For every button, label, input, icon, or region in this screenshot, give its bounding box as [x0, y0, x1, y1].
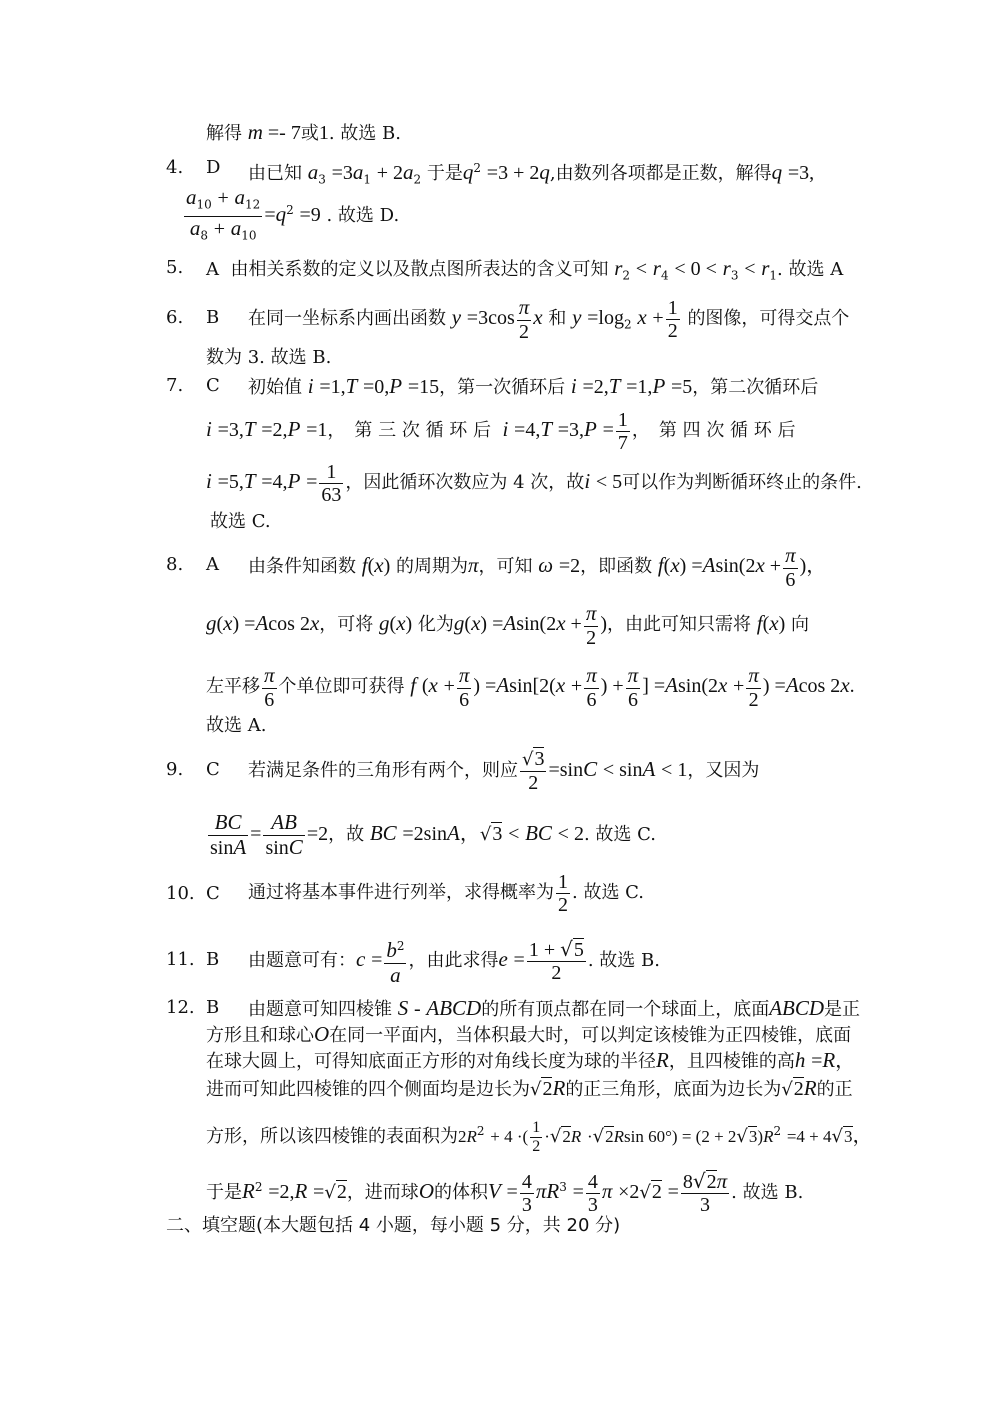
text: 由已知 — [248, 163, 302, 184]
q12-line5: 方形，所以该四棱锥的表面积为$2R^2 + 4$ ·( $\frac{1}{2}$ ·√2R ·√2Rsin $60^\circ) = (2 + 2√3)R^2 =4 + 4√3$， — [206, 1118, 873, 1155]
q12-line3: 在球大圆上，可得知底面正方形的对角线长度为球的半径R，且四棱锥的高h =R， — [206, 1048, 856, 1072]
text: 在同一平面内，当体积最大时，可以判定该棱锥为正四棱锥，底面 — [329, 1025, 852, 1046]
q11-line: 由题意可有：c = $\frac{b^2}{a}$ ，由此求得e = $\frac{1 + √5}{2}$ . 故选 B. — [248, 932, 660, 988]
text: . 故选 B. — [587, 950, 660, 971]
question-number: 4. — [166, 157, 184, 178]
q6-line1: 在同一坐标系内画出函数 y =3cos $\frac{\pi}{2}$ x 和 $y =\log_2$ x + $\frac{1}{2}$ 的图像，可得交点个 — [248, 294, 850, 343]
text: . 故选 C. — [572, 882, 645, 903]
answer-letter: D — [206, 157, 221, 178]
text: 解得 — [206, 123, 242, 144]
text: 方形，所以该四棱锥的表面积为 — [206, 1126, 458, 1147]
q7-line2: i =3,T =2,P =1， 第 三 次 循 环 后 i =4,T =3,P = $\frac{1}{7}$ ， 第 四 次 循 环 后 — [206, 408, 796, 454]
q12-line6: 于是$R^2 =2,R =√2$，进而球O的体积V = $\frac{4}{3}$ $\pi R^3$ = $\frac{4}{3}$ π ×2√2 = $\frac{8√2\pi}{3}$ . 故选 B. — [206, 1169, 804, 1216]
text: 由条件知函数 — [248, 556, 356, 577]
text: . 故选 B. — [731, 1182, 804, 1203]
answer-letter: C — [206, 375, 220, 396]
text: 由相关系数的定义以及散点图所表达的含义可知 — [230, 259, 609, 280]
q6-line2: 数为 3. 故选 B. — [206, 347, 332, 368]
answer-letter: A — [206, 259, 219, 280]
text: ，故 — [328, 824, 365, 845]
text: 的图像，可得交点个 — [687, 308, 850, 329]
text: ,由数列各项都是正数，解得 — [549, 163, 772, 184]
answer-letter: B — [206, 997, 220, 1018]
text: ， 第 四 次 循 环 后 — [631, 420, 796, 441]
q12-line1: 由题意可知四棱锥 S - ABCD的所有顶点都在同一个球面上，底面ABCD是正 — [248, 996, 861, 1020]
q10-line: 通过将基本事件进行列举，求得概率为 $\frac{1}{2}$ . 故选 C. — [248, 870, 645, 916]
text: ，又因为 — [687, 760, 760, 781]
question-number: 11. — [166, 949, 195, 970]
text: ，即函数 — [580, 556, 653, 577]
text: 由题意可有： — [248, 950, 356, 971]
text: 于是 — [206, 1182, 242, 1203]
q8-line4: 故选 A. — [206, 715, 267, 736]
answer-letter: B — [206, 949, 220, 970]
question-number: 10. — [166, 883, 195, 904]
answer-letter: A — [206, 554, 219, 575]
text: 在球大圆上，可得知底面正方形的对角线长度为球的半径 — [206, 1051, 656, 1072]
fraction: $\frac{a_{10} + a_{12}}{a_8 + a_{10}}$ — [186, 185, 261, 243]
answer-letter: C — [206, 883, 220, 904]
text: 左平移 — [206, 676, 260, 697]
text: 是正 — [824, 999, 861, 1020]
question-number: 6. — [166, 307, 184, 328]
text: 初始值 — [248, 377, 302, 398]
text: ，可知 — [478, 556, 533, 577]
q7-line3: i =5,T =4,P = $\frac{1}{63}$ ，因此循环次数应为 4 次，故i < 5可以作为判断循环终止的条件. — [206, 460, 862, 506]
text: ，第一次循环后 — [439, 377, 566, 398]
text: ，第二次循环后 — [692, 377, 819, 398]
text: 可以作为判断循环终止的条件. — [622, 472, 862, 493]
text: . 故选 D. — [326, 205, 400, 227]
text: 向 — [791, 614, 809, 635]
text: 的周期为 — [395, 556, 468, 577]
text: 的正 — [816, 1079, 853, 1100]
text: . 故选 B. — [328, 123, 401, 144]
q8-line3: 左平移 $\frac{\pi}{6}$ 个单位即可获得 f (x + $\frac{\pi}{6}$ ) =Asin[2(x + $\frac{\pi}{6}$ ) + $\frac{\pi}{6}$ ] =Asin(2x + $\frac{\pi}{2}$ ) =Acos 2x. — [206, 662, 855, 711]
text: . 故选 C. — [583, 824, 656, 845]
text: 通过将基本事件进行列举，求得概率为 — [248, 882, 554, 903]
text: 个单位即可获得 — [278, 676, 405, 697]
text: . 故选 A — [777, 259, 844, 280]
question-number: 5. — [166, 257, 184, 278]
text: 在同一坐标系内画出函数 — [248, 308, 446, 329]
text: ，因此循环次数应为 4 次，故 — [345, 472, 585, 493]
q8-line1: 由条件知函数 f(x) 的周期为π，可知 ω =2，即函数 f(x) =Asin(2x + $\frac{\pi}{6}$ )， — [248, 542, 827, 591]
text: 化为 — [417, 614, 454, 635]
text: 的正三角形，底面为边长为 — [565, 1079, 782, 1100]
q8-line2: g(x) =Acos 2x，可将 g(x) 化为g(x) =Asin(2x + $\frac{\pi}{2}$ )，由此可知只需将 f(x) 向 — [206, 600, 809, 649]
q4-line1: 由已知 $a_3 =3a_1 + 2a_2$ 于是$q^2 =3 + 2q$,由数列各项都是正数，解得q =3, — [248, 160, 815, 187]
text: 方形且和球心 — [206, 1025, 314, 1046]
line-q3-end: 解得 m =- 7或1. 故选 B. — [206, 120, 401, 144]
q9-line2: $\frac{BC}{\sin A}$ = $\frac{AB}{\sin C}$ =2，故 BC =2sinA，√3 < BC < 2. 故选 C. — [210, 810, 656, 859]
question-number: 8. — [166, 554, 184, 575]
text: 进而可知此四棱锥的四个侧面均是边长为 — [206, 1079, 530, 1100]
text: 的体积 — [433, 1182, 488, 1203]
section-heading: 二、填空题(本大题包括 4 小题，每小题 5 分，共 20 分) — [166, 1215, 621, 1236]
text: 的所有顶点都在同一个球面上，底面 — [481, 999, 770, 1020]
q7-line4: 故选 C. — [210, 511, 271, 532]
text: ，可将 — [319, 614, 374, 635]
answer-letter: B — [206, 307, 220, 328]
answer-letter: C — [206, 759, 220, 780]
q5-line: A 由相关系数的定义以及散点图所表达的含义可知 $r_2 < r_4 < 0 < r_3 < r_1$. 故选 A — [206, 256, 844, 283]
text: ，由此可知只需将 — [607, 614, 752, 635]
q7-line1: 初始值 i =1,T =0,P =15，第一次循环后 i =2,T =1,P =5，第二次循环后 — [248, 374, 819, 398]
q12-line2: 方形且和球心O在同一平面内，当体积最大时，可以判定该棱锥为正四棱锥，底面 — [206, 1022, 852, 1046]
text: 由题意可知四棱锥 — [248, 999, 392, 1020]
text: ，由此求得 — [408, 950, 499, 971]
text: ，进而球 — [346, 1182, 419, 1203]
text: 若满足条件的三角形有两个，则应 — [248, 760, 518, 781]
q9-line1: 若满足条件的三角形有两个，则应 $\frac{√3}{2}$ =sinC < sinA < 1，又因为 — [248, 748, 760, 794]
text: 或 — [300, 123, 319, 144]
text: ，且四棱锥的高 — [668, 1051, 795, 1072]
q4-line2: $\frac{a_{10} + a_{12}}{a_8 + a_{10}}$ $=q^2 =9$ . 故选 D. — [182, 186, 399, 246]
question-number: 7. — [166, 375, 184, 396]
text: 和 — [548, 308, 567, 329]
question-number: 9. — [166, 759, 184, 780]
text: ， 第 三 次 循 环 后 — [327, 420, 492, 441]
text: 于是 — [426, 163, 463, 184]
question-number: 12. — [166, 997, 195, 1018]
q12-line4: 进而可知此四棱锥的四个侧面均是边长为√2R的正三角形，底面为边长为√2R的正 — [206, 1076, 853, 1100]
